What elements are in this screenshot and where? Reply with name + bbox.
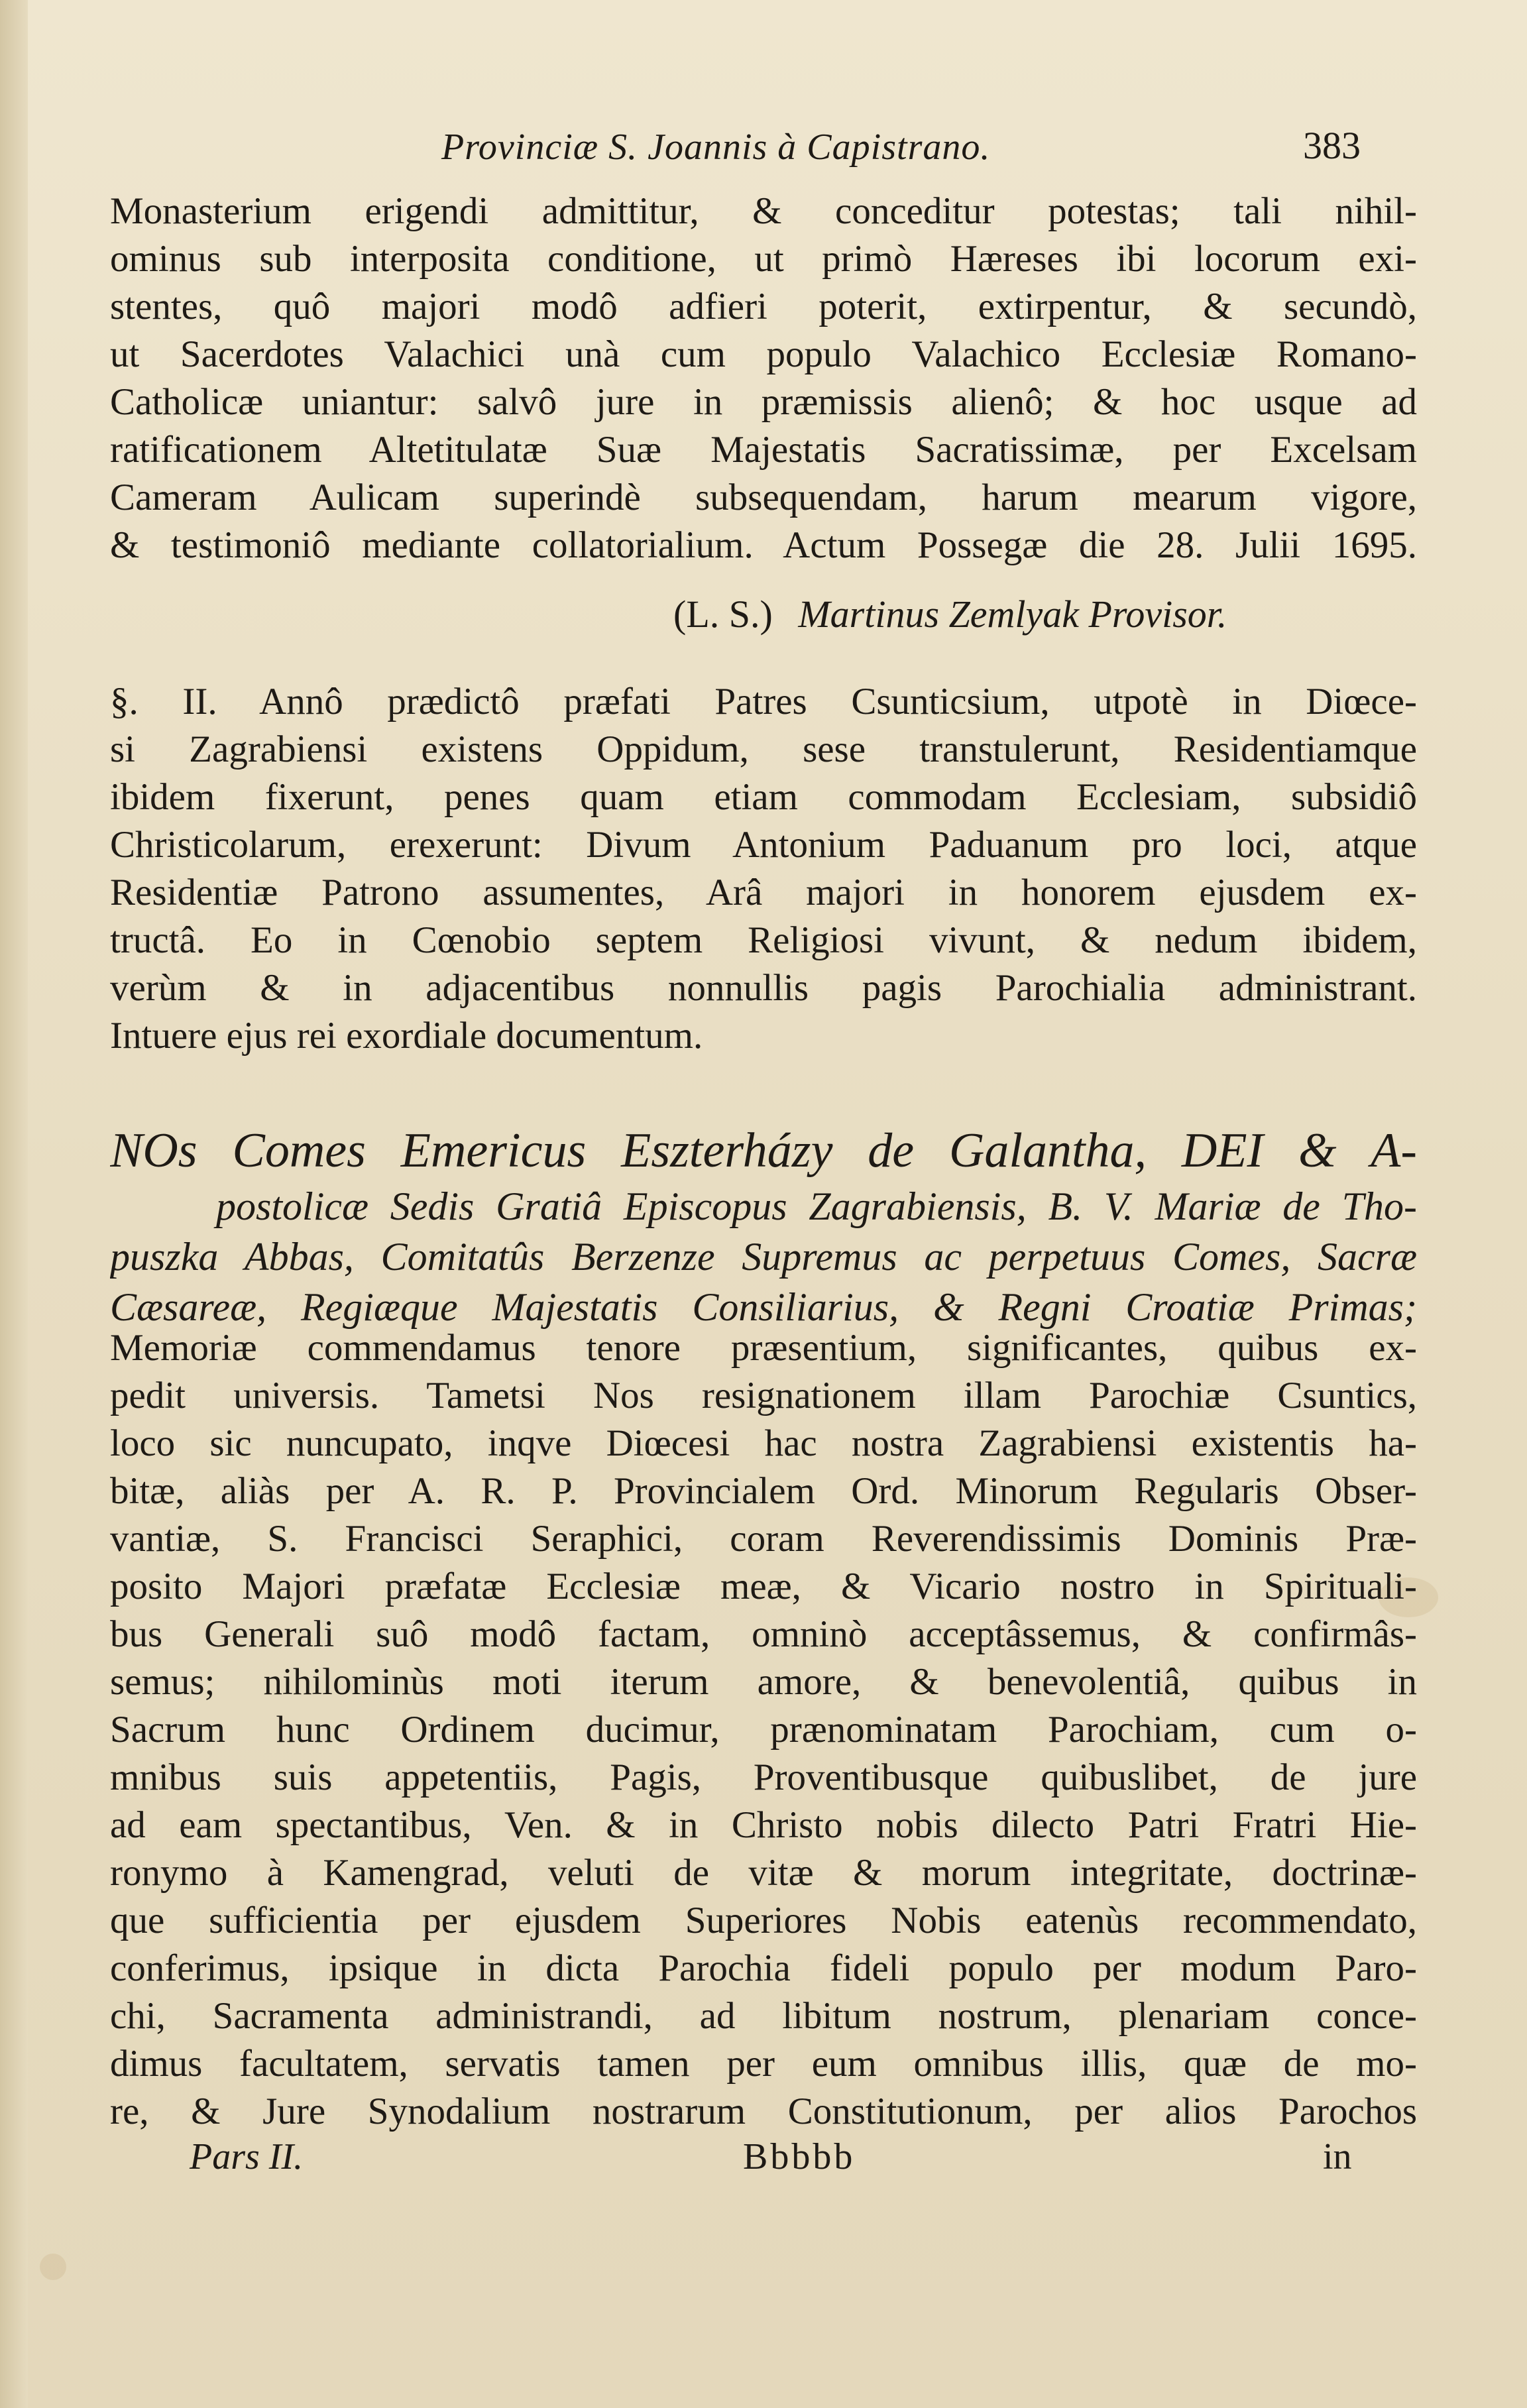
paragraph-permission: [110, 188, 1417, 569]
text-line: Residentiæ Patrono assumentes, Arâ majori in honorem ejusdem ex-: [110, 872, 1417, 913]
text-line: Intuere ejus rei exordiale documentum.: [110, 1015, 703, 1057]
running-title: Provinciæ S. Joannis à Capistrano.: [441, 127, 991, 168]
paragraph-section-ii: [110, 678, 1417, 1060]
text-line: que sufficientia per ejusdem Superiores Nobis eatenùs recommendato,: [110, 1900, 1417, 1941]
text-line: verùm & in adjacentibus nonnullis pagis Parochialia administrant.: [110, 967, 1417, 1009]
text-line: posito Majori præfatæ Ecclesiæ meæ, & Vicario nostro in Spirituali-: [110, 1566, 1417, 1607]
text-line: pedit universis. Tametsi Nos resignationem illam Parochiæ Csuntics,: [110, 1375, 1417, 1416]
text-line: stentes, quô majori modô adfieri poterit, extirpentur, & secundò,: [110, 286, 1417, 327]
text-line: vantiæ, S. Francisci Seraphici, coram Reverendissimis Dominis Præ-: [110, 1518, 1417, 1560]
part-marker: Pars II.: [190, 2136, 304, 2177]
text-line: Memoriæ commendamus tenore præsentium, significantes, quibus ex-: [110, 1327, 1417, 1369]
text-line: ratificationem Altetitulatæ Suæ Majestatis Sacratissimæ, per Excelsam: [110, 429, 1417, 471]
text-line: loco sic nuncupato, inqve Diœcesi hac nostra Zagrabiensi existentis ha-: [110, 1422, 1417, 1464]
text-line: chi, Sacramenta administrandi, ad libitum nostrum, plenariam conce-: [110, 1995, 1417, 2037]
text-line: re, & Jure Synodalium nostrarum Constitutionum, per alios Parochos: [110, 2091, 1417, 2132]
catchword: in: [1323, 2136, 1352, 2177]
text-line: Cameram Aulicam superindè subsequendam, harum mearum vigore,: [110, 477, 1417, 518]
text-line: Sacrum hunc Ordinem ducimur, prænominatam Parochiam, cum o-: [110, 1709, 1417, 1750]
text-line: ominus sub interposita conditione, ut primò Hæreses ibi locorum exi-: [110, 238, 1417, 280]
text-line: conferimus, ipsique in dicta Parochia fideli populo per modum Paro-: [110, 1947, 1417, 1989]
signature-mark: Bbbbb: [743, 2136, 856, 2177]
text-line: si Zagrabiensi existens Oppidum, sese transtulerunt, Residentiamque: [110, 728, 1417, 770]
dedication-line: NOs Comes Emericus Eszterházy de Galantha, DEI & A-: [110, 1123, 1417, 1178]
text-line: bus Generali suô modô factam, omninò acceptâssemus, & confirmâs-: [110, 1613, 1417, 1655]
dedication-line: postolicæ Sedis Gratiâ Episcopus Zagrabiensis, B. V. Mariæ de Tho-: [216, 1184, 1417, 1228]
document-body: [110, 1324, 1417, 2136]
text-line: ibidem fixerunt, penes quam etiam commodam Ecclesiam, subsidiô: [110, 776, 1417, 818]
text-line: semus; nihilominùs moti iterum amore, & benevolentiâ, quibus in: [110, 1661, 1417, 1703]
page-number: 383: [1303, 124, 1361, 167]
dedication-line: Cæsareæ, Regiæque Majestatis Consiliarius, & Regni Croatiæ Primas;: [110, 1285, 1417, 1329]
text-line: §. II. Annô prædictô præfati Patres Csunticsium, utpotè in Diœce-: [110, 681, 1417, 722]
seal-mark: (L. S.): [673, 593, 773, 636]
dedication-line: puszka Abbas, Comitatûs Berzenze Supremus ac perpetuus Comes, Sacræ: [110, 1235, 1417, 1279]
text-line: ronymo à Kamengrad, veluti de vitæ & morum integritate, doctrinæ-: [110, 1852, 1417, 1894]
page-gutter: [0, 0, 28, 2408]
text-line: ad eam spectantibus, Ven. & in Christo nobis dilecto Patri Fratri Hie-: [110, 1804, 1417, 1846]
text-line: bitæ, aliàs per A. R. P. Provincialem Ord. Minorum Regularis Obser-: [110, 1470, 1417, 1512]
page-footer: [110, 2136, 1417, 2182]
signature-line: [673, 592, 1227, 636]
text-line: Catholicæ uniantur: salvô jure in præmissis alienô; & hoc usque ad: [110, 381, 1417, 423]
signatory-name: Martinus Zemlyak Provisor.: [798, 593, 1227, 636]
text-line: mnibus suis appetentiis, Pagis, Proventibusque quibuslibet, de jure: [110, 1756, 1417, 1798]
text-line: Christicolarum, erexerunt: Divum Antonium Paduanum pro loci, atque: [110, 824, 1417, 866]
text-line: Monasterium erigendi admittitur, & conceditur potestas; tali nihil-: [110, 190, 1417, 232]
text-line: dimus facultatem, servatis tamen per eum omnibus illis, quæ de mo-: [110, 2043, 1417, 2085]
document-dedication: [110, 1120, 1417, 1332]
text-line: tructâ. Eo in Cœnobio septem Religiosi vivunt, & nedum ibidem,: [110, 919, 1417, 961]
paper-stain: [40, 2254, 66, 2280]
text-line: ut Sacerdotes Valachici unà cum populo Valachico Ecclesiæ Romano-: [110, 333, 1417, 375]
text-line: & testimoniô mediante collatorialium. Actum Possegæ die 28. Julii 1695.: [110, 524, 1417, 566]
